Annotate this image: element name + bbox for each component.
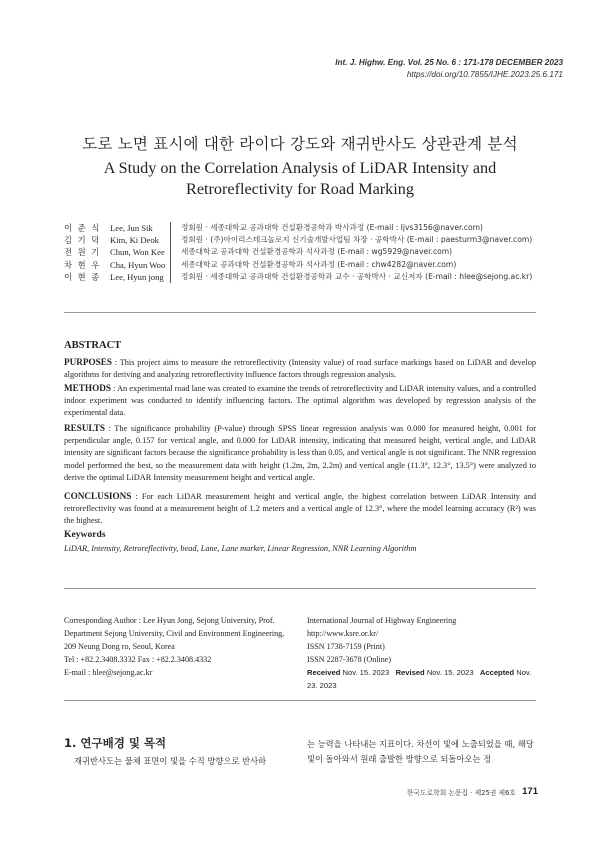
methods-paragraph [64, 382, 536, 420]
author-divider [171, 271, 182, 283]
issn-online: ISSN 2287-3678 (Online) [307, 655, 392, 664]
revised-label: Revised [395, 668, 425, 677]
journal-citation [335, 57, 563, 81]
author-name-english: Cha, Hyun Woo [110, 259, 166, 270]
author-name-korean: 전 원 기 [64, 247, 101, 258]
accepted-date: Nov. 23. 2023 [307, 668, 532, 690]
author-name-korean: 이 현 종 [64, 271, 101, 282]
abstract-heading: ABSTRACT [64, 340, 122, 351]
correspondence-line: Corresponding Author : Lee Hyun Jong, Sejong University, Prof. [64, 616, 275, 625]
methods-label: METHODS [64, 383, 111, 393]
journal-info-block [307, 614, 539, 692]
author-affiliation: 정회원 · 세종대학교 공과대학 건설환경공학과 박사과정 (E-mail : ljvs3156@naver.com) [181, 223, 484, 232]
correspondence-email[interactable]: E-mail : hlee@sejong.ac.kr [64, 668, 153, 677]
methods-text: : An experimental road lane was created to examine the trends of retroreflectivity and LiDAR intensity values, and a controlled indoor experiment was conducted to identify influencing factors. The optimal algorithm was developed by regression analysis of the experimental data. [64, 384, 536, 418]
page-number: 171 [522, 786, 538, 797]
results-paragraph [64, 422, 536, 484]
journal-volume-line: Int. J. Highw. Eng. Vol. 25 No. 6 : 171-178 DECEMBER 2023 [335, 58, 563, 67]
revised-date: Nov. 15. 2023 [426, 668, 474, 677]
author-name-english: Chun, Won Kee [110, 247, 165, 258]
publication-dates [307, 666, 539, 692]
author-affiliation: 정회원 · (주)아이리스테크놀로지 신기술개발사업팀 차장 · 공학박사 (E-mail : paesturm3@naver.com) [181, 235, 533, 245]
author-name-english: Kim, Ki Deok [110, 235, 159, 246]
divider-middle [64, 588, 536, 589]
accepted-label: Accepted [479, 668, 515, 677]
conclusions-label: CONCLUSIONS [64, 491, 132, 501]
author-row [64, 259, 544, 271]
results-text: : The significance probability (P-value) through SPSS linear regression analysis was 0.000 for measured height, 0.001 for perpendicular angle, 0.157 for vertical angle, and 0.000 for LiDAR intensity, indicating that measured height, vertical angle, and LiDAR intensity are significant factors because the significance probability is less than 0.05, and vertical angle is not significant. The NNR regression model performed the best, so the measurement data with height (1.2m, 2m, 2.2m) and vertical angle (11.3°, 12.3°, 13.5°) were analyzed to derive the optimal LiDAR Intensity measurement height and vertical angle. [64, 424, 536, 482]
purposes-paragraph [64, 356, 536, 381]
correspondence-block [64, 614, 296, 679]
footer-journal: 한국도로학회 논문집 · 제25권 제6호 [406, 789, 516, 797]
conclusions-text: : For each LiDAR measurement height and vertical angle, the highest correlation between LiDAR Intensity and retroreflectivity was found at a measurement height of 1.2 meters and a vertical angle of 12.3°, where the model learning accuracy (R²) was the highest. [64, 492, 536, 526]
section-heading: 1. 연구배경 및 목적 [64, 736, 167, 750]
keywords-list: LiDAR, Intensity, Retroreflectivity, bead, Lane, Lane marker, Linear Regression, NNR Learning Algorithm [64, 544, 417, 553]
results-label: RESULTS [64, 423, 106, 433]
received-date: Nov. 15. 2023 [342, 668, 390, 677]
author-divider [171, 222, 182, 234]
english-title: A Study on the Correlation Analysis of LiDAR Intensity and Retroreflectivity for Road Marking [103, 159, 497, 198]
conclusions-paragraph [64, 490, 536, 528]
author-name-korean: 차 현 우 [64, 259, 101, 270]
correspondence-line: 209 Neung Dong ro, Seoul, Korea [64, 642, 175, 651]
author-row [64, 246, 544, 258]
author-affiliation: 세종대학교 공과대학 건설환경공학과 석사과정 (E-mail : chw4282@naver.com) [181, 259, 457, 269]
received-label: Received [307, 668, 341, 677]
purposes-label: PURPOSES [64, 357, 112, 367]
author-row [64, 222, 544, 234]
author-divider [171, 246, 182, 258]
keywords-heading: Keywords [64, 529, 106, 540]
divider-top [64, 312, 536, 313]
divider-bottom [64, 700, 536, 701]
author-row [64, 234, 544, 246]
author-affiliation: 정회원 · 세종대학교 공과대학 건설환경공학과 교수 · 공학박사 · 교신저자 (E-mail : hlee@sejong.ac.kr) [181, 271, 533, 281]
author-name-english: Lee, Hyun jong [110, 271, 164, 282]
correspondence-phone: Tel : +82.2.3408.3332 Fax : +82.2.3408.4332 [64, 655, 212, 664]
author-row [64, 271, 544, 283]
author-list [64, 222, 544, 283]
section-text-right: 는 능력을 나타내는 지표이다. 차선이 빛에 노출되었을 때, 해당 빛이 돌아와서 원래 출발한 방향으로 되돌아오는 정 [307, 739, 534, 764]
section-text-left: 재귀반사도는 물체 표면이 빛을 수직 방향으로 반사하 [74, 756, 267, 766]
author-name-english: Lee, Jun Sik [110, 223, 153, 233]
journal-name: International Journal of Highway Engineering [307, 616, 457, 625]
author-divider [171, 259, 182, 271]
author-affiliation: 세종대학교 공과대학 건설환경공학과 석사과정 (E-mail : wg5929@naver.com) [181, 247, 453, 257]
journal-url[interactable]: http://www.ksre.or.kr/ [307, 629, 379, 638]
purposes-text: : This project aims to measure the retroreflectivity (Intensity value) of road surface markings based on LiDAR and develop algorithms for deriving and analyzing retroreflectivity influence factors through regression analysis. [64, 358, 536, 380]
correspondence-line: Department Sejong University, Civil and Environment Engineering, [64, 629, 285, 638]
author-divider [171, 234, 182, 246]
author-name-korean: 이 준 식 [64, 223, 101, 233]
author-name-korean: 김 기 덕 [64, 235, 101, 246]
doi-link[interactable]: https://doi.org/10.7855/IJHE.2023.25.6.171 [406, 70, 563, 79]
korean-title: 도로 노면 표시에 대한 라이다 강도와 재귀반사도 상관관계 분석 [82, 135, 518, 153]
issn-print: ISSN 1738-7159 (Print) [307, 642, 385, 651]
